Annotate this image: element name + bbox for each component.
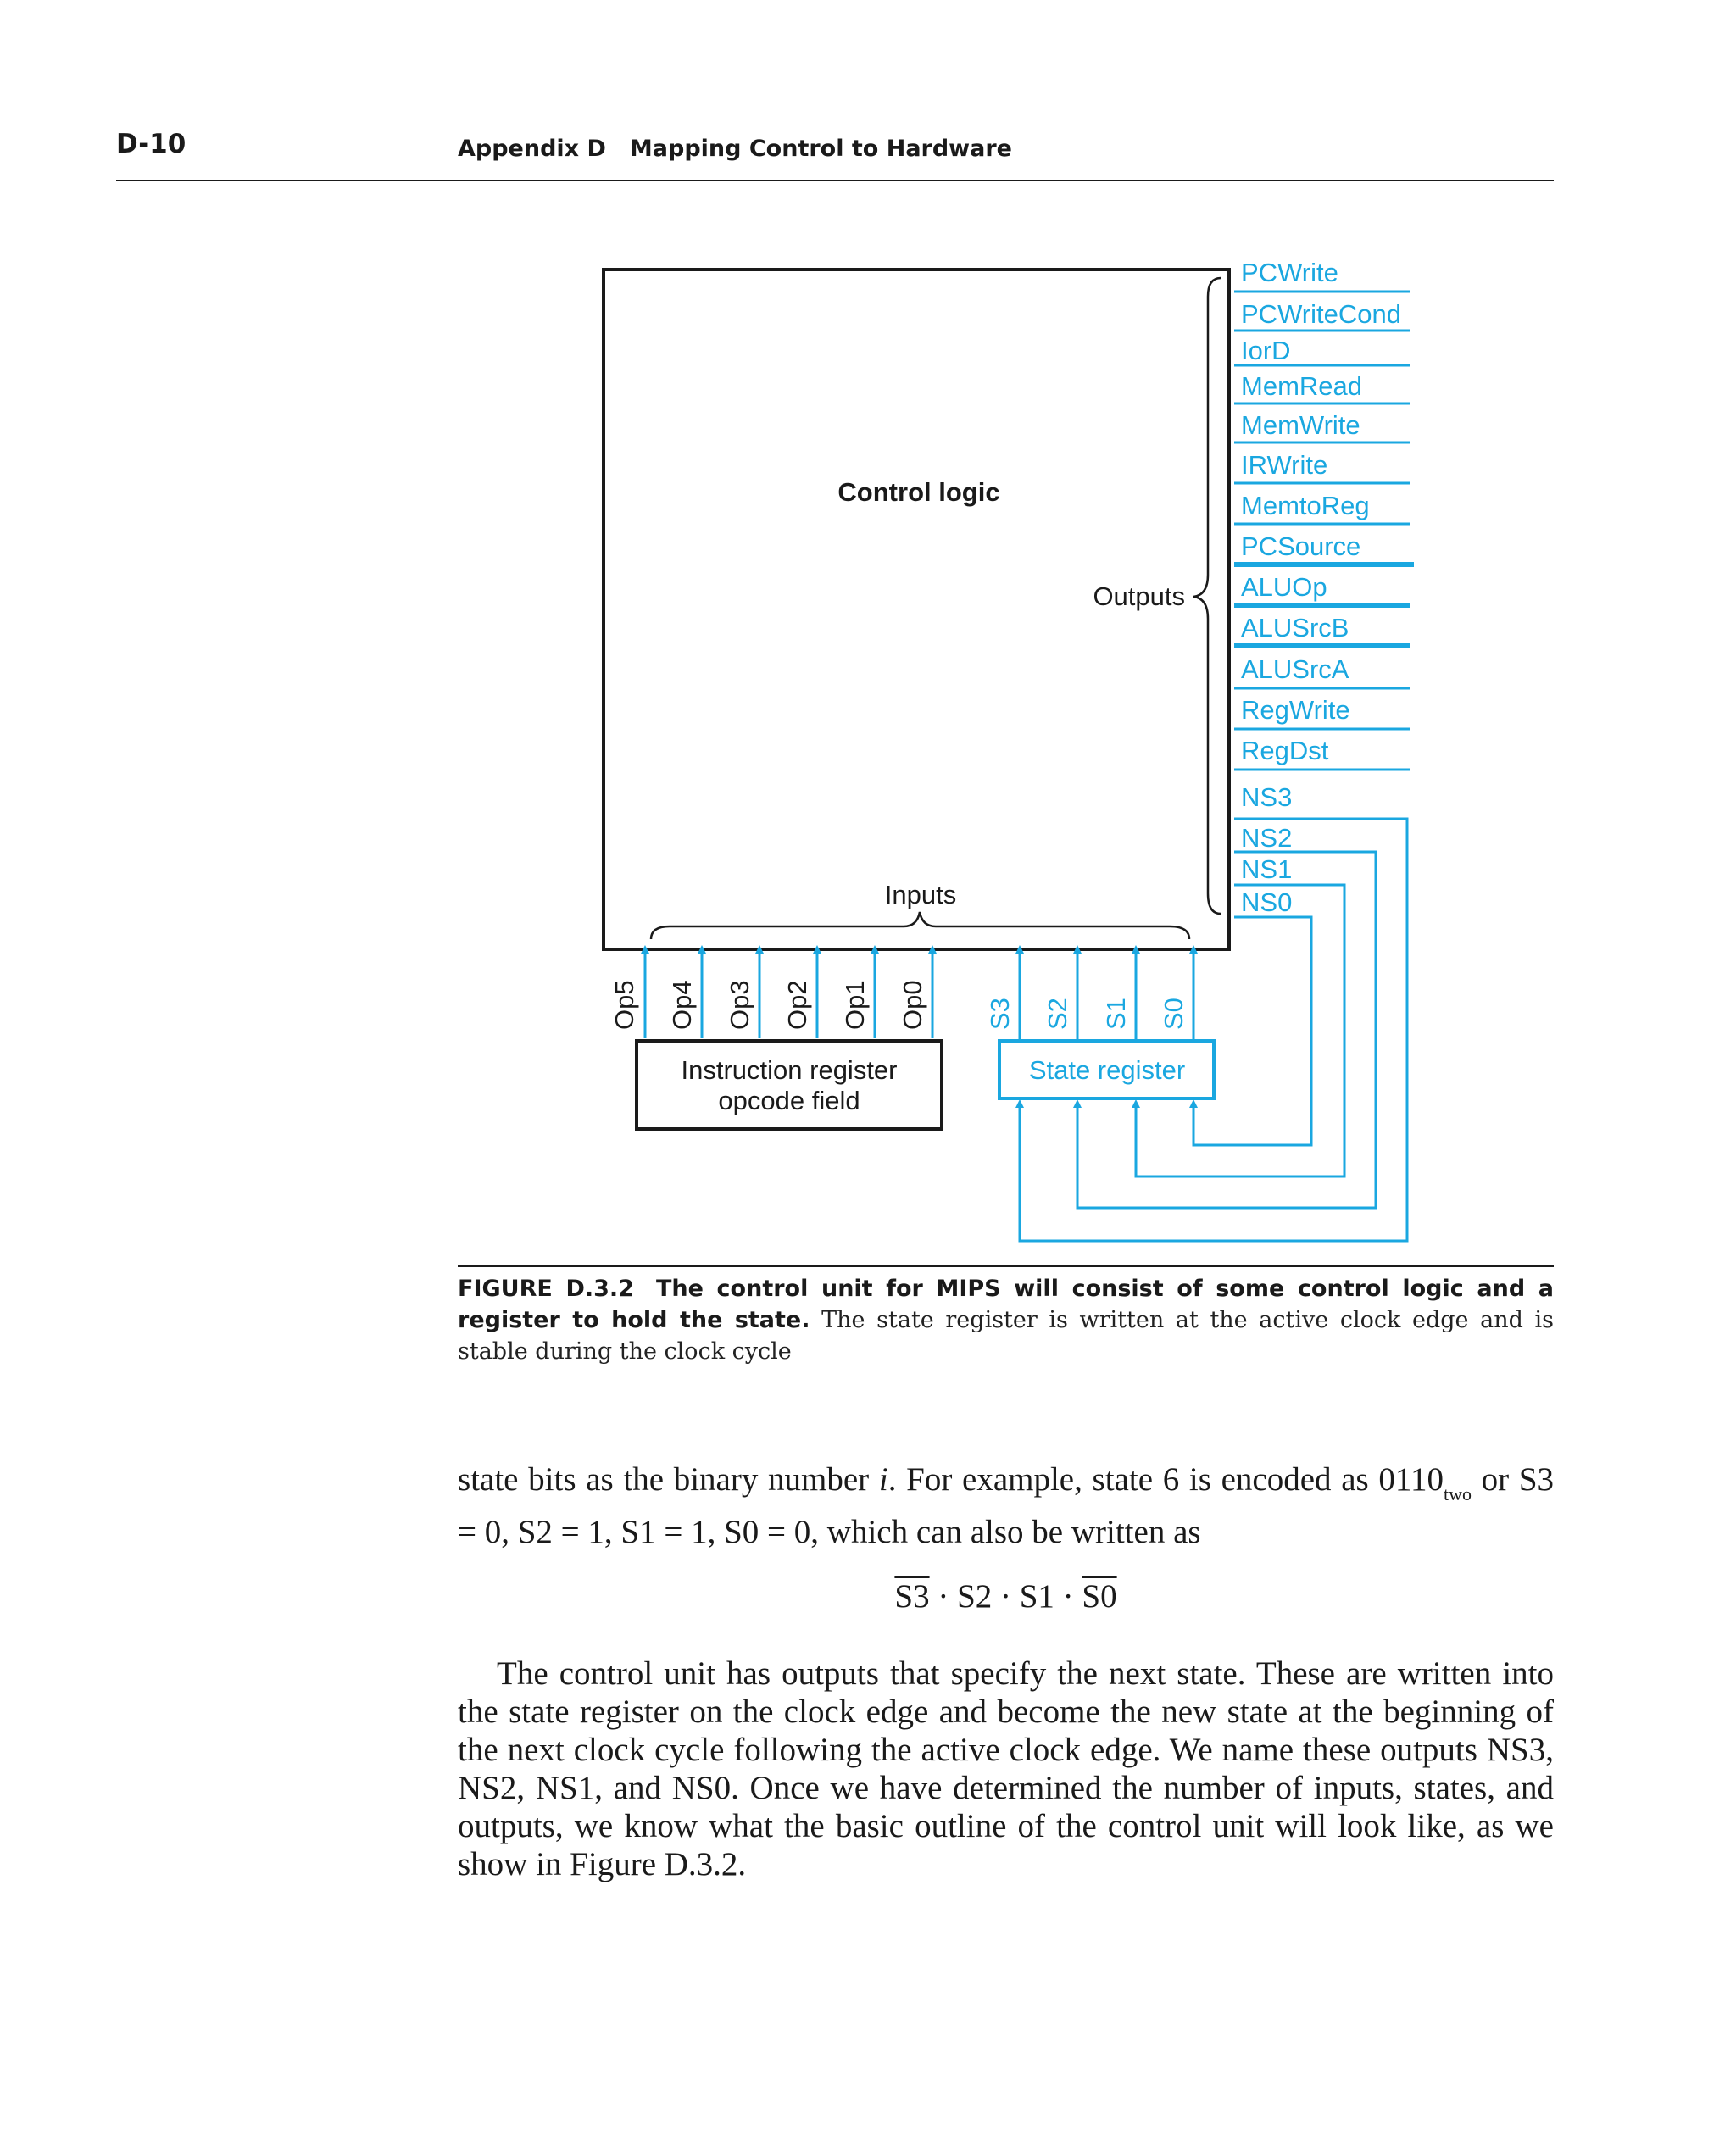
inputs-label: Inputs [884, 880, 957, 909]
inputs-brace [651, 912, 1189, 939]
s2-label: S2 [1043, 998, 1072, 1030]
state-register-label: State register [1028, 1055, 1186, 1085]
caption-rule [458, 1265, 1554, 1267]
op2-label: Op2 [782, 980, 812, 1030]
output-label: NS2 [1241, 823, 1293, 853]
para1-subscript: two [1443, 1483, 1472, 1504]
eq-s3-bar: S3 [894, 1578, 930, 1615]
op4-label: Op4 [667, 980, 697, 1030]
instruction-register-box [637, 1041, 942, 1129]
outputs-label: Outputs [1093, 581, 1185, 611]
output-label: NS0 [1241, 887, 1293, 917]
s0-label: S0 [1159, 998, 1188, 1030]
op1-label: Op1 [840, 980, 870, 1030]
s3-label: S3 [985, 998, 1015, 1030]
output-label: PCWrite [1241, 258, 1338, 287]
output-label: NS1 [1241, 854, 1293, 884]
output-label: PCWriteCond [1241, 299, 1401, 329]
outputs-brace [1194, 278, 1221, 914]
output-label: MemRead [1241, 371, 1362, 401]
control-logic-label: Control logic [837, 477, 1000, 507]
output-label: IRWrite [1241, 450, 1328, 480]
para1-text-b: . For example, state 6 is encoded as 0110 [887, 1461, 1444, 1498]
op5-label: Op5 [609, 980, 639, 1030]
op3-label: Op3 [725, 980, 754, 1030]
op0-label: Op0 [898, 980, 927, 1030]
output-label: MemtoReg [1241, 491, 1370, 520]
figure-number: FIGURE D.3.2 [458, 1276, 634, 1302]
state-equation [458, 1577, 1554, 1615]
running-head-title: Mapping Control to Hardware [629, 136, 1012, 162]
s1-label: S1 [1101, 998, 1131, 1030]
para1-text-a: state bits as the binary number [458, 1461, 879, 1498]
eq-s0-bar: S0 [1082, 1578, 1117, 1615]
body-paragraph-2: The control unit has outputs that specify the next state. These are written into the state register on the clock edge and become the new state at the beginning of the next clock cycle following the active clock edge. We name these outputs NS3, NS2, NS1, and NS0. Once we have determined the number of inputs, states, and outputs, we know what the basic outline of the control unit will look like, as we show in Figure D.3.2. [458, 1655, 1554, 1882]
output-label: ALUSrcA [1241, 654, 1349, 684]
output-label: RegDst [1241, 736, 1329, 765]
instruction-register-label-line1: Instruction register [681, 1055, 898, 1085]
para1-italic-i: i [878, 1461, 888, 1498]
ns0-feedback-wire [1194, 917, 1311, 1145]
eq-middle: · S2 · S1 · [929, 1578, 1082, 1615]
output-label: PCSource [1241, 531, 1361, 561]
figure-caption [458, 1273, 1554, 1367]
ns1-feedback-wire [1136, 885, 1344, 1176]
output-label: MemWrite [1241, 410, 1360, 440]
output-label: NS3 [1241, 782, 1293, 812]
caption-bold-text: The control unit for MIPS will consist of some control logic and a register to hold the state. [458, 1276, 1554, 1333]
running-head-section: Appendix D [458, 136, 606, 162]
para1-text-c: or S3 = 0, S2 = 1, S1 = 1, S0 = 0, which can also be written as [458, 1461, 1555, 1550]
output-label: ALUSrcB [1241, 613, 1349, 642]
page-number: D-10 [116, 129, 186, 159]
caption-text: The state register is written at the active clock edge and is stable during the clock cycle [458, 1307, 1554, 1365]
output-label: IorD [1241, 336, 1291, 365]
instruction-register-label-line2: opcode field [718, 1086, 860, 1115]
output-label: ALUOp [1241, 572, 1327, 602]
body-paragraph-1 [458, 1460, 1554, 1551]
output-label: RegWrite [1241, 695, 1350, 725]
